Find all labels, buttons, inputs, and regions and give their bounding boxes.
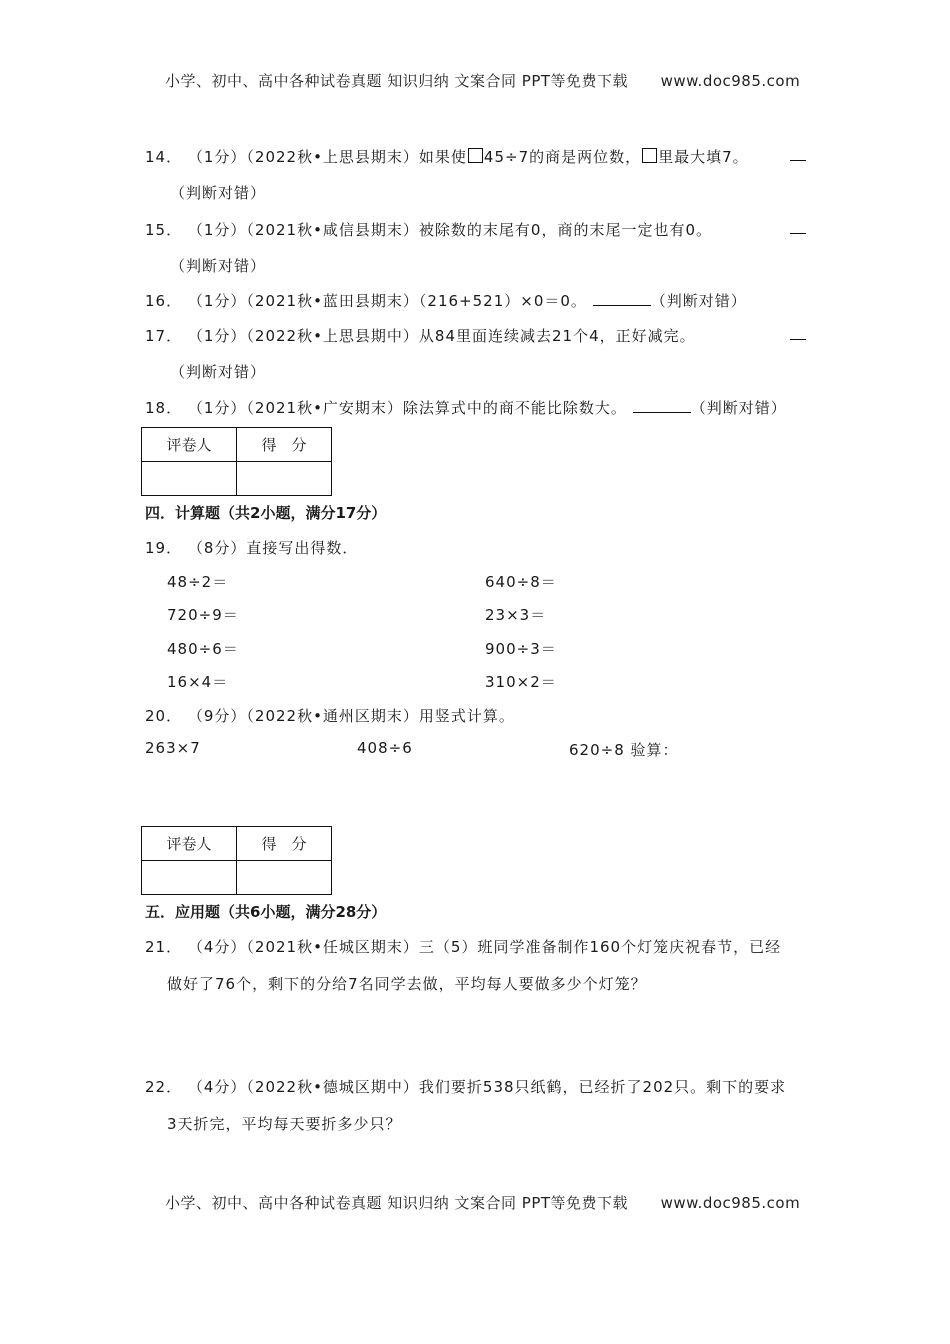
q15-judge: （判断对错） xyxy=(170,257,267,275)
page-footer xyxy=(165,1192,800,1213)
question-18 xyxy=(145,397,787,418)
header-url[interactable]: www.doc985.com xyxy=(660,72,801,90)
answer-blank-18[interactable] xyxy=(633,398,691,413)
vertical-calc-item: 620÷8 验算： xyxy=(569,741,679,759)
q16-text: 16． （1分）（2021秋•蓝田县期末）（216+521）×0＝0。 xyxy=(145,292,587,310)
calc-item: 720÷9＝ xyxy=(167,606,239,624)
reviewer-cell[interactable] xyxy=(142,861,237,895)
answer-blank-16[interactable] xyxy=(593,291,651,306)
question-17: 17． （1分）（2022秋•上思县期中）从84里面连续减去21个4，正好减完。 xyxy=(145,327,696,345)
section-title-application: 五．应用题（共6小题，满分28分） xyxy=(145,903,387,921)
q18-judge: （判断对错） xyxy=(690,399,787,417)
q14-text-b: 45÷7的商是两位数， xyxy=(483,148,642,166)
question-22: 22． （4分）（2022秋•德城区期中）我们要折538只纸鹤，已经折了202只。剩下的要求 xyxy=(145,1078,787,1096)
score-table xyxy=(141,427,332,496)
calc-item: 900÷3＝ xyxy=(485,640,557,658)
footer-text: 小学、初中、高中各种试卷真题 知识归纳 文案合同 PPT等免费下载 xyxy=(165,1194,629,1212)
question-15: 15． （1分）（2021秋•咸信县期末）被除数的末尾有0，商的末尾一定也有0。 xyxy=(145,221,713,239)
answer-blank-15[interactable] xyxy=(790,219,806,234)
footer-url[interactable]: www.doc985.com xyxy=(660,1194,801,1212)
vertical-calc-item: 263×7 xyxy=(145,739,201,757)
answer-blank-17[interactable] xyxy=(790,325,806,340)
question-14 xyxy=(145,146,749,167)
question-16 xyxy=(145,290,747,311)
score-cell[interactable] xyxy=(237,462,332,496)
question-21-cont: 做好了76个，剩下的分给7名同学去做，平均每人要做多少个灯笼？ xyxy=(167,975,647,993)
q17-judge: （判断对错） xyxy=(170,363,267,381)
q14-text-c: 里最大填7。 xyxy=(658,148,749,166)
reviewer-label: 评卷人 xyxy=(142,428,237,462)
answer-blank-14[interactable] xyxy=(790,146,806,161)
calc-item: 310×2＝ xyxy=(485,673,557,691)
question-21: 21． （4分）（2021秋•任城区期末）三（5）班同学准备制作160个灯笼庆祝春节，已经 xyxy=(145,938,782,956)
reviewer-cell[interactable] xyxy=(142,462,237,496)
vertical-calc-item: 408÷6 xyxy=(357,739,413,757)
q18-text: 18． （1分）（2021秋•广安期末）除法算式中的商不能比除数大。 xyxy=(145,399,627,417)
question-22-cont: 3天折完，平均每天要折多少只？ xyxy=(167,1115,402,1133)
q14-judge: （判断对错） xyxy=(170,184,267,202)
header-text: 小学、初中、高中各种试卷真题 知识归纳 文案合同 PPT等免费下载 xyxy=(165,72,629,90)
question-20: 20． （9分）（2022秋•通州区期末）用竖式计算。 xyxy=(145,707,515,725)
question-19: 19． （8分）直接写出得数． xyxy=(145,539,359,557)
score-label: 得 分 xyxy=(237,428,332,462)
blank-square-icon xyxy=(468,148,483,163)
calc-item: 480÷6＝ xyxy=(167,640,239,658)
calc-item: 16×4＝ xyxy=(167,673,229,691)
section-title-calc: 四．计算题（共2小题，满分17分） xyxy=(145,504,387,522)
score-label: 得 分 xyxy=(237,827,332,861)
q14-text-a: 14． （1分）（2022秋•上思县期末）如果使 xyxy=(145,148,467,166)
calc-item: 48÷2＝ xyxy=(167,573,229,591)
score-cell[interactable] xyxy=(237,861,332,895)
q16-judge: （判断对错） xyxy=(650,292,747,310)
calc-item: 23×3＝ xyxy=(485,606,547,624)
page-header xyxy=(165,70,800,91)
calc-item: 640÷8＝ xyxy=(485,573,557,591)
blank-square-icon xyxy=(642,148,657,163)
score-table xyxy=(141,826,332,895)
reviewer-label: 评卷人 xyxy=(142,827,237,861)
